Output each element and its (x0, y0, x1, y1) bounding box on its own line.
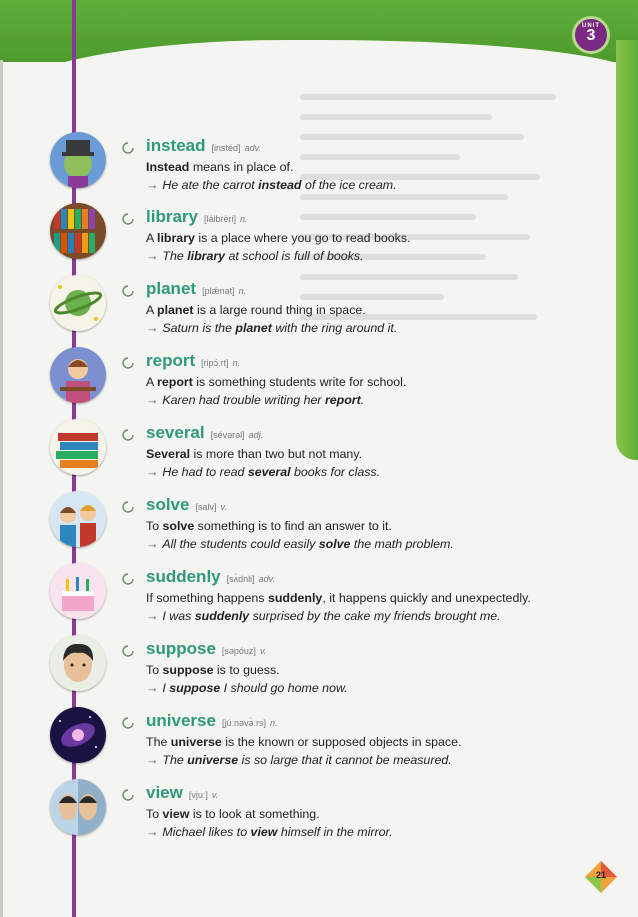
bullet-icon (122, 429, 134, 441)
part-of-speech: n. (232, 358, 241, 368)
unit-number: 3 (586, 27, 596, 44)
man-in-hat-icon (50, 132, 106, 188)
unit-label: UNIT (582, 23, 600, 29)
bullet-icon (122, 142, 134, 154)
example-sentence: → He had to read several books for class. (146, 465, 381, 479)
pronunciation: [səpóuz] (221, 646, 256, 656)
page-edge (0, 60, 3, 917)
galaxy-icon (50, 707, 106, 763)
pronunciation: [salv] (195, 502, 217, 512)
definition: A library is a place where you go to read books. (146, 231, 411, 245)
bullet-icon (122, 717, 134, 729)
boy-face-icon (50, 635, 106, 691)
planet-icon (50, 275, 106, 331)
entry-headline (146, 423, 263, 443)
part-of-speech: n. (240, 214, 248, 224)
example-sentence: → The library at school is full of books. (146, 249, 364, 263)
definition: To suppose is to guess. (146, 663, 280, 677)
example-sentence: → He ate the carrot instead of the ice cream. (146, 178, 397, 192)
birthday-cake-icon (50, 563, 106, 619)
arrow-icon: → (146, 465, 159, 479)
part-of-speech: n. (269, 718, 278, 728)
entry-headline (146, 567, 275, 587)
example-sentence: → Michael likes to view himself in the mirror. (146, 825, 393, 839)
page-number: 21 (595, 870, 606, 880)
headword: library (146, 207, 198, 226)
definition: If something happens suddenly, it happens quickly and unexpectedly. (146, 591, 531, 605)
definition: The universe is the known or supposed objects in space. (146, 735, 462, 749)
headword: instead (146, 136, 206, 155)
bullet-icon (122, 213, 134, 225)
arrow-icon: → (146, 609, 159, 623)
pronunciation: [júːnəvə̀ːrs] (221, 718, 266, 728)
part-of-speech: v. (259, 646, 267, 656)
pronunciation: [láibrèri] (203, 214, 236, 224)
arrow-icon: → (146, 393, 159, 407)
students-icon (50, 491, 106, 547)
entry-headline (146, 207, 248, 227)
headword: several (146, 423, 205, 442)
arrow-icon: → (146, 825, 159, 839)
pronunciation: [ripɔ́ːrt] (201, 358, 229, 368)
part-of-speech: adj. (248, 430, 264, 440)
arrow-icon: → (146, 178, 159, 192)
example-sentence: → Saturn is the planet with the ring around it. (146, 321, 398, 335)
part-of-speech: v. (211, 790, 219, 800)
bookshelf-icon (50, 203, 106, 259)
arrow-icon: → (146, 681, 159, 695)
example-sentence: → All the students could easily solve the math problem. (146, 537, 454, 551)
bullet-icon (122, 645, 134, 657)
bullet-icon (122, 573, 134, 585)
unit-badge (572, 16, 610, 54)
bullet-icon (122, 285, 134, 297)
books-stack-icon (50, 419, 106, 475)
entry-headline (146, 495, 227, 515)
entry-headline (146, 136, 261, 156)
headword: report (146, 351, 196, 370)
headword: solve (146, 495, 190, 514)
part-of-speech: adv. (244, 143, 261, 153)
entry-headline (146, 783, 218, 803)
arrow-icon: → (146, 753, 159, 767)
example-sentence: → Karen had trouble writing her report. (146, 393, 365, 407)
mirror-faces-icon (50, 779, 106, 835)
part-of-speech: n. (238, 286, 247, 296)
student-icon (50, 347, 106, 403)
entry-headline (146, 711, 277, 731)
headword: suddenly (146, 567, 221, 586)
part-of-speech: v. (220, 502, 227, 512)
headword: suppose (146, 639, 216, 658)
bullet-icon (122, 501, 134, 513)
part-of-speech: adv. (258, 574, 275, 584)
definition: A planet is a large round thing in space. (146, 303, 366, 317)
headword: planet (146, 279, 197, 298)
pronunciation: [sʌ́dnli] (226, 574, 255, 584)
bullet-icon (122, 789, 134, 801)
pronunciation: [instéd] (211, 143, 241, 153)
definition: Several is more than two but not many. (146, 447, 363, 461)
page-number-badge (584, 860, 618, 894)
arrow-icon: → (146, 321, 159, 335)
example-sentence: → I was suddenly surprised by the cake my friends brought me. (146, 609, 501, 623)
entry-headline (146, 279, 246, 299)
pronunciation: [sévərəl] (210, 430, 245, 440)
example-sentence: → I suppose I should go home now. (146, 681, 348, 695)
headword: view (146, 783, 183, 802)
definition: To view is to look at something. (146, 807, 320, 821)
entry-headline (146, 639, 266, 659)
arrow-icon: → (146, 249, 159, 263)
definition: A report is something students write for school. (146, 375, 407, 389)
headword: universe (146, 711, 216, 730)
pronunciation: [plǽnət] (202, 286, 235, 296)
entry-headline (146, 351, 240, 371)
example-sentence: → The universe is so large that it cannot be measured. (146, 753, 452, 767)
pronunciation: [vjuː] (188, 790, 208, 800)
arrow-icon: → (146, 537, 159, 551)
bullet-icon (122, 357, 134, 369)
definition: Instead means in place of. (146, 160, 294, 174)
definition: To solve something is to find an answer to it. (146, 519, 392, 533)
